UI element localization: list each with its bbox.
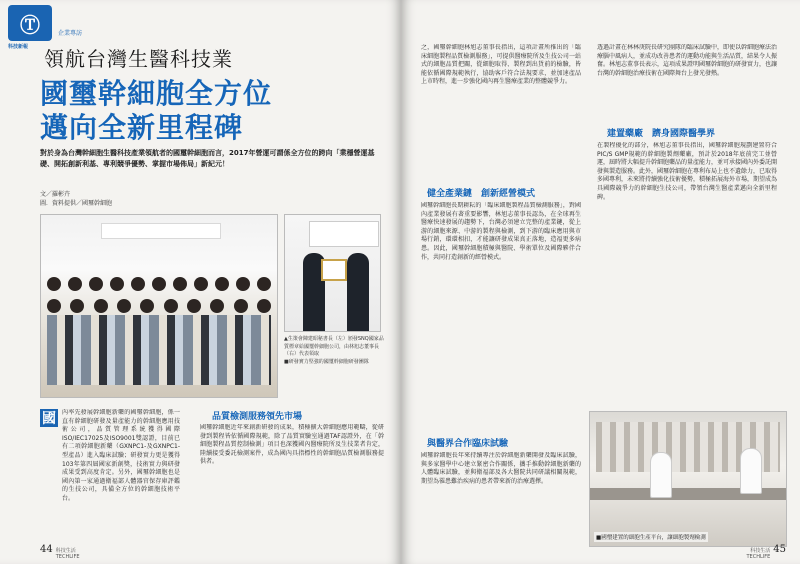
article-supertitle: 領航台灣生醫科技業 xyxy=(44,47,233,71)
logo-mark: Ⓣ xyxy=(20,12,40,37)
logo-text: 科技新報 xyxy=(8,44,29,50)
intro-paragraph: 內率先發展幹細胞新藥的國璽幹細胞，係一直有幹細胞研發及量產能力的幹細胞應用技術公司，品質管理系統獲得國際ISO/IEC17025及ISO9001雙認證，目前已有二項幹細胞新藥（GXNPC1-及GXNPC1-型產品）進入臨床試驗；研發實力更是獲得103年第四屆國家新創獎，技術實力與研發成果受到高度肯定。另外，國璽幹細胞也是國內第一家通過衛福部人體器官保存庫評鑑的生技公司，具備全方位的幹細胞技術平台。 xyxy=(62,409,180,502)
article-credits xyxy=(40,190,112,208)
photo-captions: ▲生策會陳建昭秘書長（左）頒發SNQ國家品質標章給國璽幹細胞公司，由林旭志董事長（右）代表領取 ■研發實力堅強的國璽幹細胞研發團隊 xyxy=(284,336,384,365)
team-photo xyxy=(40,214,278,398)
photo-backdrop-banner xyxy=(101,223,221,239)
heading-industry-chain: 健全產業鏈 創新經營模式 xyxy=(427,189,536,199)
left-folio xyxy=(40,544,80,560)
drop-cap: 國 xyxy=(42,411,56,427)
article-lead: 對於身為台灣幹細胞生醫科技產業領航者的國璽幹細胞而言，2017年營運可謂係全方位的跨向「業穩營運基礎、開拓創新利基、專利競爭優勢、掌握市場佈局」新紀元！ xyxy=(40,149,375,168)
quality-paragraph: 國璽幹細胞近年來創新研發的成果，積極擴大幹細胞應用範疇，從研發到製程皆依循國際規範，除了品質實驗室通過TAF認證外，在「幹細胞製程品質控制檢測」項目也深獲國內醫療院所及生技業者肯定，陸續接受委託檢測案件，成為國內具指標性的幹細胞品質檢測服務提供者。 xyxy=(200,424,384,466)
article-title-line-2: 邁向全新里程碑 xyxy=(40,111,244,144)
article-title-line-1: 國璽幹細胞全方位 xyxy=(40,77,273,110)
pharma-plant-paragraph: 在製程優化的部分，林旭志董事長指出，國璽幹細胞規劃建置符合PIC/S GMP規範的幹細胞製劑藥廠，預計於2018年底前完工並營運，屆時將大幅提升幹細胞藥品的量產能力，並可承接國內外委託開發與製造服務。此外，國璽幹細胞在專利布局上也不遺餘力，已取得多國專利，未來將持續強化技術優勢，積極拓展海外市場，期望成為具國際競爭力的幹細胞生技公司，帶領台灣生醫產業邁向全新里程碑。 xyxy=(597,142,777,201)
photo-people-front-row xyxy=(47,299,271,313)
right-page xyxy=(401,0,800,564)
section-tag: 企業專訪 xyxy=(58,30,83,37)
industry-chain-paragraph: 國璽幹細胞長期耕耘的「臨床細胞製程品質檢測服務」，對國內產業發展有著重要影響，林旭志董事長認為，在全球再生醫療快速發展的趨勢下，台灣必須建立完整的產業鏈，從上游的細胞來源、中游的製程與檢測，到下游的臨床應用與市場行銷，環環相扣，才能讓研發成果真正落地，造福更多病患。因此，國璽幹細胞積極與醫院、學術單位及國際夥伴合作，共同打造創新的經營模式。 xyxy=(421,202,581,261)
folio-magazine: 科技生活 TECHLIFE xyxy=(55,548,80,560)
page-number: 44 xyxy=(40,544,53,555)
photo-people-back-row xyxy=(47,277,271,291)
heading-pharma-plant: 建置藥廠 躋身國際醫學界 xyxy=(607,129,716,139)
clinical-trials-paragraph: 國璽幹細胞長年來持續專注於幹細胞新藥開發及臨床試驗，與多家醫學中心建立緊密合作關係，攜手推動幹細胞新藥的人體臨床試驗，並與衛福部及各大醫院共同研議相關規範，期望為罹患難治疾病的患者帶來新的治療選擇。 xyxy=(421,452,581,485)
lab-worker-2 xyxy=(740,448,762,494)
continued-paragraph: 之，國璽幹細胞林旭志董事長指出，這項計畫所推出的「臨床細胞製程品質檢測服務」，可提供醫療院所及生技公司一站式的細胞品質把關，從細胞取得、製程到出貨前的檢驗，皆能依循國際規範執行，協助客戶符合法規要求，並加速產品上市時程，進一步強化國內再生醫療產業的整體競爭力。 xyxy=(421,44,581,86)
photo-people-bodies xyxy=(47,315,271,385)
folio-magazine: 科技生活 TECHLIFE xyxy=(746,548,771,560)
right-folio xyxy=(747,544,787,560)
award-recipient xyxy=(347,253,369,331)
author-credit: 文／羅彬卉 xyxy=(40,191,71,198)
award-certificate xyxy=(321,259,347,281)
lab-worker-1 xyxy=(650,452,672,498)
award-photo xyxy=(284,214,381,332)
page-number: 45 xyxy=(773,544,786,555)
lab-photo xyxy=(589,411,787,547)
lab-photo-caption: ■國璽建置的細胞生產平台，讓細胞製劑檢測 xyxy=(594,532,708,542)
heading-quality-service: 品質檢測服務領先市場 xyxy=(212,412,303,422)
heading-clinical-trials: 與醫界合作臨床試驗 xyxy=(427,439,509,449)
photo-credit: 圖．資料提供／國璽幹細胞 xyxy=(40,200,113,207)
magazine-logo xyxy=(8,5,52,50)
award-sign xyxy=(309,221,379,247)
right-column-paragraph: 透過計畫在林林庚院長研究團隊的臨床試驗中，即使以幹細胞療法治療腦中風病人，並成功改善患者的運動功能與生活品質，結果令人振奮。林旭志董事長表示，這項成果證明國璽幹細胞的研發實力，也讓台灣的幹細胞治療技術在國際舞台上發光發熱。 xyxy=(597,44,777,77)
